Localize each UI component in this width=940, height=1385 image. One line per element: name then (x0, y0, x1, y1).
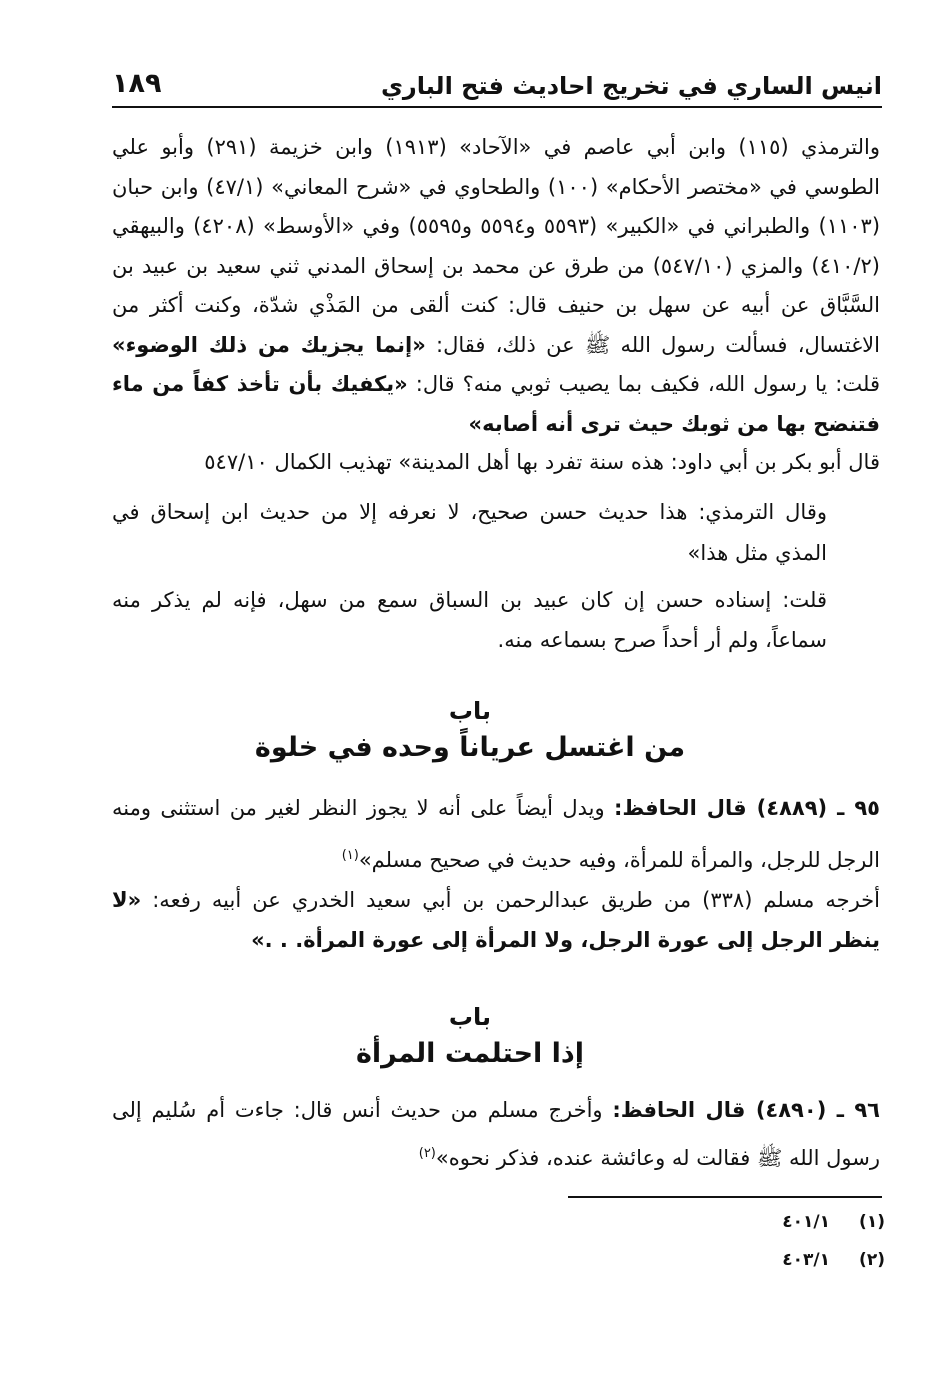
entry-95-takhrij (112, 880, 880, 960)
footnote-text: ٤٠٣/١ (782, 1250, 830, 1270)
hadith-quote: «لا ينظر الرجل إلى عورة الرجل، ولا المرأة إلى عورة المرأة. . .» (112, 888, 880, 952)
paragraph-tirmidhi: وقال الترمذي: هذا حديث حسن صحيح، لا نعرفه إلا من حديث ابن إسحاق في المذي مثل هذا» (112, 500, 827, 565)
main-text-mid: قلت: يا رسول الله، فكيف بما يصيب ثوبي منه؟ قال: (407, 372, 880, 396)
chapter-title: من اغتسل عرياناً وحده في خلوة (254, 732, 686, 763)
footnote-1 (782, 1212, 885, 1232)
entry-number: ٩٦ ـ (٤٨٩٠) قال الحافظ: (612, 1098, 880, 1122)
chapter-heading-2 (0, 1000, 940, 1074)
hadith-quote-2: «يكفيك بأن تأخذ كفاً من ماء فتنضح بها من ثوبك حيث ترى أنه أصابه» (112, 372, 880, 436)
footnote-mark: (٢) (859, 1250, 885, 1270)
chapter-title: إذا احتلمت المرأة (355, 1038, 585, 1069)
entry-text: ويدل أيضاً على أنه لا يجوز النظر لغير من استثنى ومنه الرجل للرجل، والمرأة للمرأة، وفيه حديث في صحيح مسلم» (112, 796, 880, 872)
bab-label: باب (448, 697, 492, 725)
footnote-text: ٤٠١/١ (782, 1212, 830, 1232)
entry-96 (112, 1088, 880, 1180)
takhrij-text: أخرجه مسلم (٣٣٨) من طريق عبدالرحمن بن أبي سعيد الخدري عن أبيه رفعه: (141, 888, 880, 912)
footnote-ref: (١) (341, 848, 359, 863)
paragraph-takhrij-main (112, 128, 880, 444)
entry-95 (112, 784, 880, 884)
footnote-2 (782, 1250, 885, 1270)
paragraph-qultu: قلت: إسناده حسن إن كان عبيد بن السباق سمع من سهل، فإنه لم يذكر منه سماعاً، ولم أر أحداً صرح بسماعه منه. (112, 588, 827, 652)
page-header (112, 66, 882, 108)
chapter-heading-1 (0, 694, 940, 768)
main-text: والترمذي (١١٥) وابن أبي عاصم في «الآحاد» (١٩١٣) وابن خزيمة (٢٩١) وأبو علي الطوسي في «مختصر الأحكام» (١٠٠) والطحاوي في «شرح المعاني» (٤٧/١) وابن حبان (١١٠٣) والطبراني في «الكبير» (٥٥٩٣ و٥٥٩٤ و٥٥٩٥) وفي «الأوسط» (٤٢٠٨) والبيهقي (٤١٠/٢) والمزي (٥٤٧/١٠) من طرق عن محمد بن إسحاق المدني ثني سعيد بن عبيد بن السَّبَّاق عن أبيه عن سهل بن حنيف قال: كنت ألقى من المَذْي شدّة، وكنت أكثر من الاغتسال، فسألت رسول الله ﷺ عن ذلك، فقال: (112, 135, 881, 357)
page-number: ١٨٩ (112, 68, 162, 99)
footnote-ref: (٢) (418, 1146, 436, 1161)
entry-text: وأخرج مسلم من حديث أنس قال: جاءت أم سُليم إلى رسول الله ﷺ فقالت له وعائشة عنده، فذكر نحوه» (112, 1098, 880, 1170)
entry-number: ٩٥ ـ (٤٨٨٩) قال الحافظ: (614, 796, 880, 820)
footnote-divider (568, 1196, 882, 1198)
paragraph-abu-bakr: قال أبو بكر بن أبي داود: هذه سنة تفرد بها أهل المدينة» تهذيب الكمال ٥٤٧/١٠ (204, 450, 880, 474)
hadith-quote-1: «إنما يجزيك من ذلك الوضوء» (112, 332, 426, 357)
bab-label: باب (448, 1003, 492, 1031)
footnote-mark: (١) (859, 1212, 885, 1232)
running-title: انيس الساري في تخريج احاديث فتح الباري (380, 72, 882, 100)
